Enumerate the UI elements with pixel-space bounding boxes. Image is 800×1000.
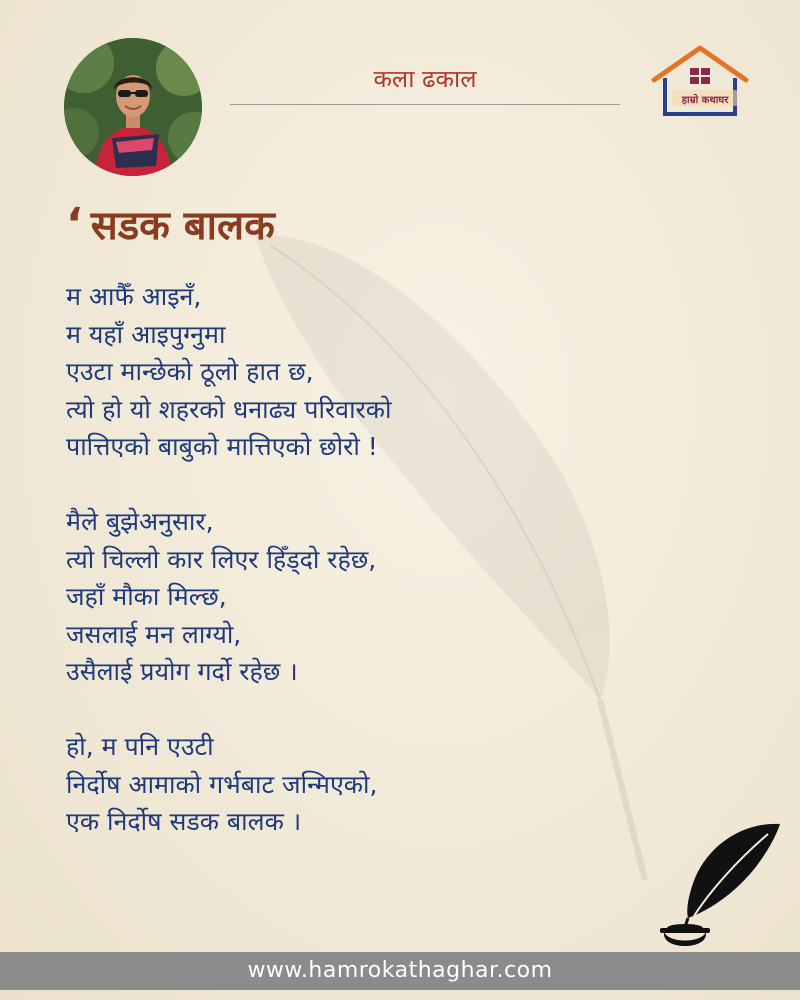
poem-line: जसलाई मन लाग्यो, bbox=[66, 619, 242, 649]
poem-stanza-1 bbox=[66, 278, 706, 466]
poem-line: उसैलाई प्रयोग गर्दो रहेछ । bbox=[66, 657, 298, 686]
quill-inkpot-icon bbox=[650, 818, 790, 953]
author-divider bbox=[230, 104, 620, 105]
poem-title-text: सडक बालक bbox=[90, 203, 275, 249]
title-quote-mark: ‘ bbox=[66, 199, 83, 250]
author-name: कला ढकाल bbox=[373, 65, 477, 93]
poem-line: जहाँ मौका मिल्छ, bbox=[66, 582, 227, 611]
poem-line: एक निर्दोष सडक बालक । bbox=[66, 807, 302, 836]
poem-line: पात्तिएको बाबुको मात्तिएको छोरो ! bbox=[66, 432, 378, 461]
poem-line: त्यो हो यो शहरको धनाढ्य परिवारको bbox=[66, 394, 392, 424]
website-footer[interactable]: www.hamrokathaghar.com bbox=[0, 952, 800, 990]
poem-line: हो, म पनि एउटी bbox=[66, 732, 214, 761]
author-photo bbox=[64, 38, 202, 176]
poem-body bbox=[66, 278, 706, 841]
poem-stanza-3 bbox=[66, 728, 706, 841]
poem-line: म यहाँ आइपुग्नुमा bbox=[66, 319, 226, 349]
logo-text: हाम्रो कथाघर bbox=[681, 95, 729, 106]
poem-stanza-2 bbox=[66, 503, 706, 691]
author-avatar bbox=[64, 38, 202, 176]
poem-line: एउटा मान्छेको ठूलो हात छ, bbox=[66, 357, 314, 386]
poem-line: मैले बुझेअनुसार, bbox=[66, 507, 214, 536]
house-logo-icon bbox=[650, 42, 750, 122]
poem-line: त्यो चिल्लो कार लिएर हिँड्दो रहेछ, bbox=[66, 544, 377, 574]
poem-line: निर्दोष आमाको गर्भबाट जन्मिएको, bbox=[66, 769, 378, 799]
poem-title bbox=[66, 196, 275, 251]
site-logo[interactable] bbox=[650, 42, 750, 122]
poem-line: म आफैँ आइनँ, bbox=[66, 282, 202, 311]
